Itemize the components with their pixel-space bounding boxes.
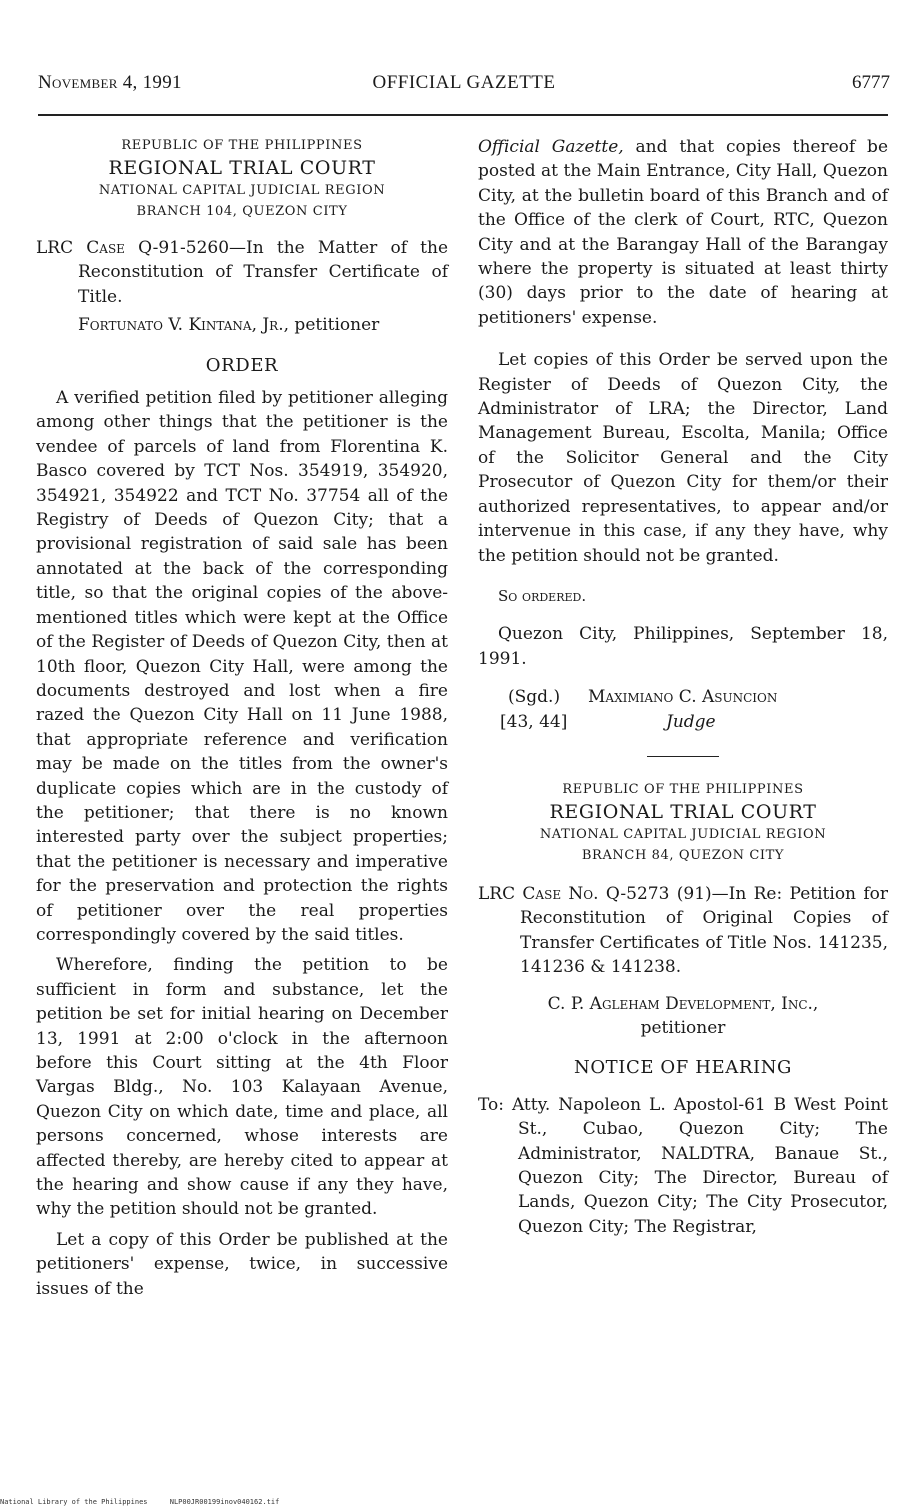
library-credit: National Library of the Philippines [0,1498,148,1506]
case-label-2: LRC Case No. [478,883,599,904]
court-name: REGIONAL TRIAL COURT [108,157,376,179]
branch-line: BRANCH 104, QUEZON CITY [136,204,348,219]
judge-title: Judge [666,711,716,732]
notice-heading: NOTICE OF HEARING [573,1057,793,1079]
judicial-region-2: NATIONAL CAPITAL JUDICIAL REGION [539,826,827,842]
republic-line: REPUBLIC OF THE PHILIPPINES [121,138,363,153]
petitioner-line [36,313,448,337]
petitioner-role: , petitioner [283,315,380,336]
para3-part-a: Let a copy of this Order be published at the petitioners' expense, twice, in successive issues of the [36,1229,448,1299]
order-paragraph-3-continued [478,135,888,330]
petitioner-name: Fortunato V. Kintana, Jr. [78,315,284,336]
court-name-2: REGIONAL TRIAL COURT [549,800,817,823]
page-number: 6777 [852,72,890,93]
order-paragraph-1: A verified petition filed by petitioner alleging among other things that the petitioner is the vendee of parcels of land from Florentina K. Basco covered by TCT Nos. 354919, 354920, 354921, 354922 and TCT No. 37754 all of the Registry of Deeds of Quezon City; that a provisional registration of said sale has been annotated at the back of the corresponding title, so that the original copies of the above-mentioned titles which were kept at the Office of the Register of Deeds of Quezon City, then at 10th floor, Quezon City Hall, were among the documents destroyed and lost when a fire razed the Quezon City Hall on 11 June 1988, that appropriate reference and verification may be made on the titles from the owner's duplicate copies which are in the custody of the petitioner; that there is no known interested party over the subject properties; that the petitioner is necessary and imperative for the preservation and protection the rights of petitioner over the real properties correspondingly covered by the said titles. [36,388,448,945]
notice-recipients: To: Atty. Napoleon L. Apostol-61 B West Point St., Cubao, Quezon City; The Administrator, NALDTRA, Banaue St., Quezon City; The Director, Bureau of Lands, Quezon City; The City Prosecutor, Quezon City; The Registrar, [478,1094,888,1237]
judge-name: Maximiano C. Asuncion [588,687,778,708]
order-heading: ORDER [205,354,279,376]
header-rule [38,114,888,116]
para3-part-b: and that copies thereof be posted at the Main Entrance, City Hall, Quezon City, at the bulletin board of this Branch and of the Office of the clerk of Court, RTC, Quezon City and at the Barangay Hall of the Barangay where the property is situated at least thirty (30) days prior to the date of hearing at petitioners' expense. [478,137,889,328]
order-paragraph-4: Let copies of this Order be served upon the Register of Deeds of Quezon City, the Administrator of LRA; the Director, Land Management Bureau, Escolta, Manila; Office of the Solicitor General and the City Prosecutor of Quezon City for them/or their authorized representatives, to appear and/or intervenue in this case, if any they have, why the petition should not be granted. [478,350,888,566]
gazette-name: Official Gazette, [478,137,624,157]
reference-numbers: [43, 44] [500,711,568,732]
petitioner-name-2: C. P. Agleham Development, Inc., [547,993,819,1014]
left-column [36,135,448,1301]
case-text-2: Q-5273 (91)—In Re: Petition for Reconstitution of Original Copies of Transfer Certificates of Title Nos. 141235, 141236 & 141238. [520,883,888,978]
signed-mark: (Sgd.) [508,687,561,708]
right-column [478,135,888,1239]
petitioner-role-2: petitioner [640,1017,726,1038]
republic-line-2: REPUBLIC OF THE PHILIPPINES [562,781,804,797]
branch-line-2: BRANCH 84, QUEZON CITY [581,847,785,863]
place-date: Quezon City, Philippines, September 18, 1991. [478,624,888,669]
case-title [36,236,448,309]
publication-title: OFFICIAL GAZETTE [372,72,556,93]
so-ordered: So ordered. [498,586,587,605]
file-name: NLP00JR00199inov040162.tif [169,1498,280,1506]
scan-footer [0,1498,915,1506]
case-title-2 [478,882,888,980]
signature-block [478,685,888,709]
order-paragraph-2: Wherefore, finding the petition to be sufficient in form and substance, let the petition be set for initial hearing on December 13, 1991 at 2:00 o'clock in the afternoon before this Court sitting at the 4th Floor Vargas Bldg., No. 103 Kalayaan Avenue, Quezon City on which date, time and place, all persons concerned, whose interests are affected thereby, are hereby cited to appear at the hearing and show cause if any they have, why the petition should not be granted. [36,955,448,1220]
judicial-region: NATIONAL CAPITAL JUDICIAL REGION [98,183,386,198]
case-label: LRC Case [36,238,125,258]
order-paragraph-3 [36,1228,448,1301]
signature-block-2 [478,710,888,734]
case-text: Q-91-5260—In the Matter of the Reconstitution of Transfer Certificate of Title. [78,238,449,307]
page-header [38,72,890,96]
issue-date: November 4, 1991 [38,72,182,93]
